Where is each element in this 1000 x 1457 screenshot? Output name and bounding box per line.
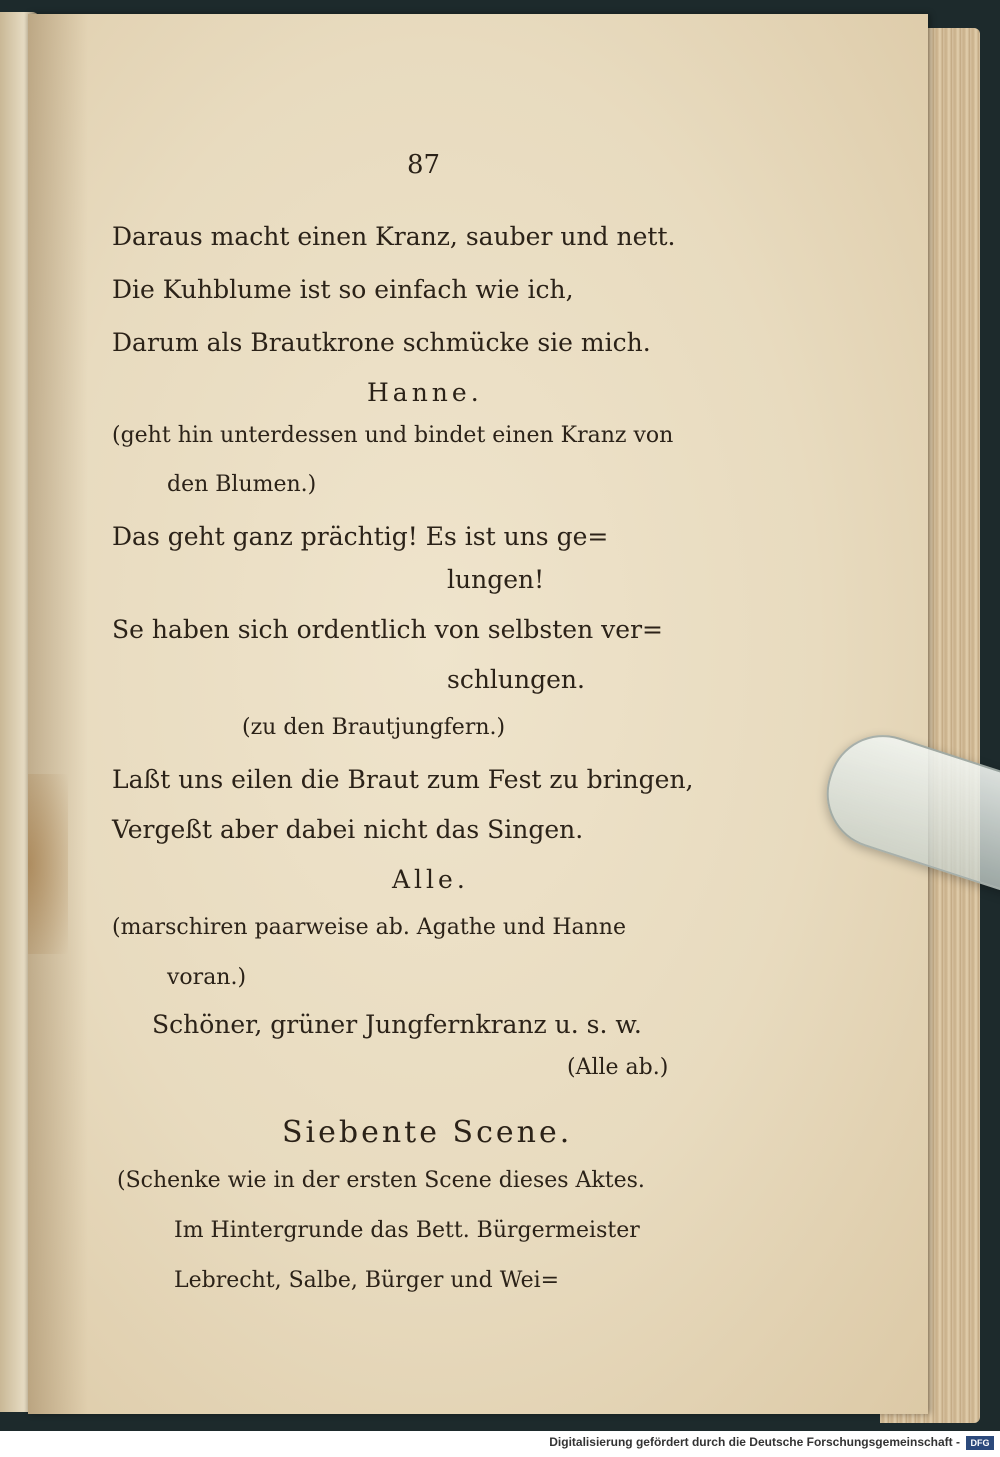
stage-direction: (marschiren paarweise ab. Agathe und Hanne: [112, 915, 626, 940]
speaker-name: Hanne.: [367, 378, 483, 407]
stage-direction: (Schenke wie in der ersten Scene dieses Aktes.: [117, 1168, 645, 1193]
stage-direction: voran.): [167, 965, 247, 990]
verse-line: Se haben sich ordentlich von selbsten ver=: [112, 615, 663, 644]
verse-line: Darum als Brautkrone schmücke sie mich.: [112, 328, 651, 357]
funding-note: Digitalisierung gefördert durch die Deutsche Forschungsgemeinschaft -: [549, 1435, 960, 1449]
scene-heading: Siebente Scene.: [282, 1115, 573, 1150]
verse-line: Die Kuhblume ist so einfach wie ich,: [112, 275, 574, 304]
footer-bar: [0, 1431, 1000, 1457]
gutter-shadow: [28, 14, 88, 1414]
page-number: 87: [407, 150, 441, 180]
stage-direction: Im Hintergrunde das Bett. Bürgermeister: [174, 1218, 640, 1243]
stage-direction: (geht hin unterdessen und bindet einen Kranz von: [112, 423, 674, 448]
stage-direction: (zu den Brautjungfern.): [242, 715, 506, 740]
verse-line: Laßt uns eilen die Braut zum Fest zu bringen,: [112, 765, 694, 794]
verse-line: Vergeßt aber dabei nicht das Singen.: [112, 815, 584, 844]
speaker-name: Alle.: [392, 865, 469, 894]
dfg-logo-icon: DFG: [966, 1436, 994, 1450]
verse-line: Schöner, grüner Jungfernkranz u. s. w.: [152, 1010, 642, 1039]
verse-line: schlungen.: [447, 665, 585, 694]
stage-direction: den Blumen.): [167, 472, 317, 497]
verse-line: lungen!: [447, 565, 545, 594]
foxing-stain: [28, 774, 68, 954]
verse-line: Daraus macht einen Kranz, sauber und nett.: [112, 222, 676, 251]
stage-direction: (Alle ab.): [567, 1055, 669, 1080]
stage-direction: Lebrecht, Salbe, Bürger und Wei=: [174, 1268, 560, 1293]
verse-line: Das geht ganz prächtig! Es ist uns ge=: [112, 522, 609, 551]
